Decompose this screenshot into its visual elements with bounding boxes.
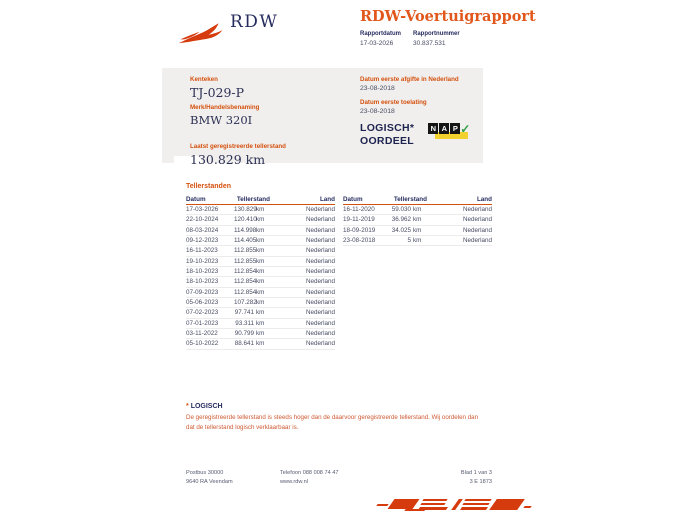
cell-tellerstand: 59.030 [391,206,411,213]
afgifte-value: 23-08-2018 [360,85,395,92]
laatste-tellerstand-label: Laatst geregistreerde tellerstand [190,143,286,150]
cell-tellerstand: 90.799 [234,330,254,338]
cell-unit: km [256,278,265,286]
cell-land: Nederland [305,299,335,307]
page-title: RDW-Voertuigrapport [360,8,536,25]
report-date-label: Rapportdatum [360,31,401,37]
cell-unit: km [256,247,265,255]
cell-datum: 23-08-2018 [343,237,376,245]
footnote-heading-text: LOGISCH [190,403,223,410]
cell-unit: km [413,216,422,224]
cell-land: Nederland [305,288,335,296]
nap-letter-p: P [450,123,460,134]
cell-unit: km [256,216,265,224]
cell-unit: km [256,309,265,317]
table-row [343,215,492,225]
cell-unit: km [256,340,265,348]
table-row [186,257,335,267]
cell-datum: 19-10-2023 [186,257,219,265]
tellerstanden-title: Tellerstanden [186,183,231,190]
cell-tellerstand: 112.854 [234,278,257,286]
table-row [343,226,492,236]
tellerstanden-table-right [343,195,492,246]
cell-land: Nederland [305,309,335,317]
cell-land: Nederland [462,206,492,213]
col-tellerstand: Tellerstand [393,196,427,203]
footnote-heading [186,403,482,410]
report-number-label: Rapportnummer [413,31,460,37]
footer-page-number: Blad 1 van 3 [460,470,492,476]
cell-tellerstand: 114.405 [234,237,257,245]
col-datum: Datum [186,196,206,203]
footer-contact [280,469,461,487]
footer-phone: Telefoon 088 008 74 47 [280,470,339,476]
cell-datum: 07-01-2023 [186,319,219,327]
kenteken-value: TJ-029-P [190,85,245,100]
cell-tellerstand: 120.410 [234,216,257,224]
cell-datum: 18-10-2023 [186,268,219,276]
kenteken-label: Kenteken [190,76,218,83]
col-tellerstand: Tellerstand [236,196,270,203]
cell-tellerstand: 130.829 [234,206,257,213]
cell-datum: 07-02-2023 [186,309,219,317]
cell-tellerstand: 93.311 [235,319,254,327]
table-row [343,236,492,246]
cell-unit: km [413,237,422,245]
toelating-value: 23-08-2018 [360,108,395,115]
cell-tellerstand: 112.855 [234,257,257,265]
merk-value: BMW 320I [190,113,253,127]
footnote-asterisk: * [186,403,189,410]
cell-unit: km [256,257,265,265]
cell-unit: km [256,319,265,327]
tellerstanden-table-left [186,195,335,350]
footer-speed-graphic [375,498,535,511]
cell-land: Nederland [462,226,492,234]
cell-land: Nederland [305,226,335,234]
cell-land: Nederland [305,216,335,224]
cell-datum: 17-03-2026 [186,206,219,213]
cell-unit: km [256,288,265,296]
table-header [343,195,492,205]
nap-letter-n: N [428,123,438,134]
cell-land: Nederland [305,319,335,327]
cell-land: Nederland [305,257,335,265]
cell-tellerstand: 36.962 [391,216,411,224]
cell-tellerstand: 112.854 [234,288,257,296]
table-row [186,226,335,236]
cell-tellerstand: 34.025 [391,226,411,234]
col-land: Land [476,196,492,203]
table-row [186,329,335,339]
rdw-logo [178,12,278,47]
afgifte-label: Datum eerste afgifte in Nederland [360,76,459,83]
cell-tellerstand: 5 [407,237,411,245]
page-footer [186,469,492,487]
cell-unit: km [256,330,265,338]
report-meta [360,31,472,47]
table-row [186,205,335,215]
cell-unit: km [256,299,265,307]
cell-unit: km [256,226,265,234]
col-land: Land [319,196,335,203]
cell-land: Nederland [305,247,335,255]
table-row [186,288,335,298]
cell-tellerstand: 114.998 [234,226,257,234]
cell-datum: 19-11-2019 [343,216,375,224]
cell-unit: km [413,226,422,234]
cell-datum: 18-10-2023 [186,278,219,286]
cell-datum: 09-12-2023 [186,237,219,245]
oordeel-text [360,122,414,148]
table-row [186,308,335,318]
oordeel-line1: LOGISCH* [360,122,415,134]
toelating-label: Datum eerste toelating [360,99,427,106]
table-row [186,339,335,349]
report-date-block [360,31,401,47]
cell-datum: 22-10-2024 [186,216,219,224]
vehicle-summary-left [190,76,286,171]
nap-checkmark-icon: ✓ [460,122,471,136]
cell-land: Nederland [305,278,335,286]
table-row [186,319,335,329]
vehicle-summary-box [162,68,483,167]
footnote-text: De geregistreerde tellerstand is steeds hoger dan de daarvoor geregistreerde tellerstand. Wij oordelen dan dat de tellerstand logisch verklaarbaar is. [186,414,479,431]
table-header [186,195,335,205]
cell-land: Nederland [305,340,335,348]
table-row [186,277,335,287]
table-row [186,215,335,225]
cell-land: Nederland [305,237,335,245]
footer-form-code: 3 E 1873 [469,479,492,485]
cell-datum: 16-11-2020 [343,206,375,213]
merk-label: Merk/Handelsbenaming [190,104,260,111]
rdw-wing-icon [178,21,224,47]
logisch-footnote [186,403,482,432]
nap-logo [428,123,470,142]
footer-page-info [461,469,492,487]
cell-datum: 16-11-2023 [186,247,218,255]
cell-land: Nederland [462,237,492,245]
table-row [186,298,335,308]
cell-tellerstand: 112.855 [234,247,257,255]
footer-address-line2: 9640 RA Veendam [186,479,233,485]
cell-datum: 05-10-2022 [186,340,219,348]
cell-datum: 08-03-2024 [186,226,219,234]
cell-datum: 07-09-2023 [186,288,219,296]
cell-land: Nederland [305,206,335,213]
report-number-block [413,31,460,47]
nap-letter-a: A [439,123,449,134]
table-row [186,246,335,256]
table-row [186,236,335,246]
rdw-logo-text: RDW [230,12,279,32]
report-number-value: 30.837.531 [413,40,446,47]
table-row [343,205,492,215]
report-date-value: 17-03-2026 [360,40,394,47]
oordeel-line2: OORDEEL [360,135,415,147]
cell-unit: km [256,237,265,245]
cell-tellerstand: 88.641 [234,340,254,348]
footer-address [186,469,280,487]
cell-datum: 03-11-2022 [186,330,218,338]
cell-unit: km [413,206,422,213]
footer-website: www.rdw.nl [280,479,308,485]
oordeel-block [360,122,478,148]
col-datum: Datum [343,196,363,203]
footer-address-line1: Postbus 30000 [186,470,224,476]
cell-unit: km [256,206,265,213]
cell-land: Nederland [305,268,335,276]
cell-unit: km [256,268,265,276]
table-row [186,267,335,277]
cell-tellerstand: 112.854 [234,268,257,276]
vehicle-summary-right [360,76,478,148]
laatste-tellerstand-value: 130.829 km [190,152,266,167]
cell-tellerstand: 107.282 [234,299,257,307]
cell-land: Nederland [462,216,492,224]
cell-datum: 18-09-2019 [343,226,376,234]
cell-land: Nederland [305,330,335,338]
cell-datum: 05-06-2023 [186,299,219,307]
cell-tellerstand: 97.741 [234,309,254,317]
